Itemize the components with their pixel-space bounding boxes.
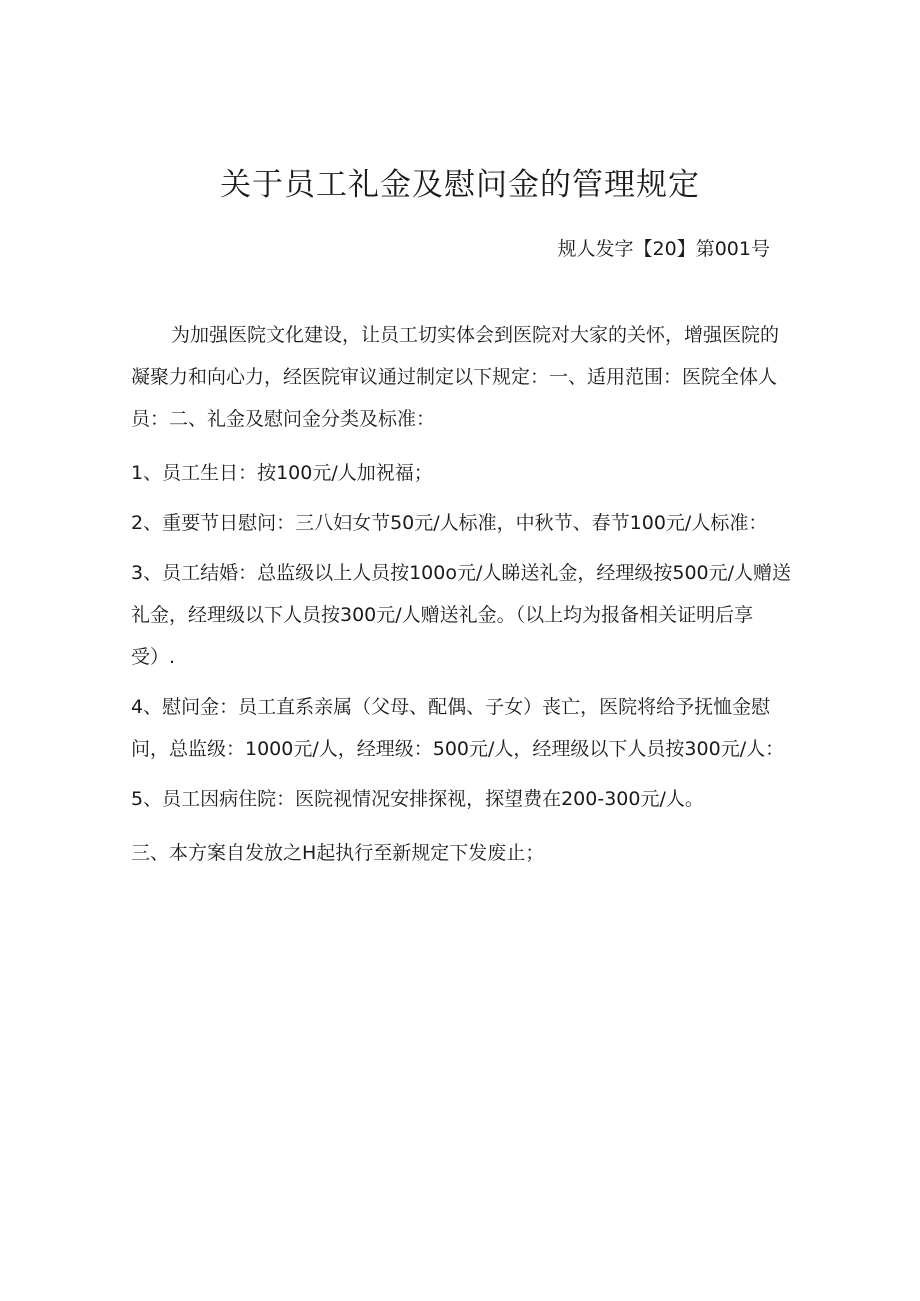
document-number: 规人发字【20】第001号 [557, 238, 770, 260]
document-title: 关于员工礼金及慰问金的管理规定 [220, 167, 700, 203]
paragraph-section-3: 三、本方案自发放之H起执行至新规定下发废止； [131, 842, 545, 864]
paragraph-item-4: 4、慰问金：员工直系亲属（父母、配偶、子女）丧亡，医院将给予抚恤金慰问，总监级：1000元/人，经理级：500元/人，经理级以下人员按300元/人： [131, 696, 785, 760]
paragraph-item-5: 5、员工因病住院：医院视情况安排探视，探望费在200-300元/人。 [131, 788, 704, 810]
paragraph-intro: 为加强医院文化建设，让员工切实体会到医院对大家的关怀，增强医院的凝聚力和向心力，经医院审议通过制定以下规定：一、适用范围：医院全体人员：二、礼金及慰问金分类及标准： [131, 324, 780, 430]
paragraph-item-3: 3、员工结婚：总监级以上人员按100o元/人睇送礼金，经理级按500元/人赠送礼金，经理级以下人员按300元/人赠送礼金。（以上均为报备相关证明后享受）. [131, 562, 792, 668]
paragraph-item-1: 1、员工生日：按100元/人加祝福； [131, 462, 433, 484]
document-body [131, 314, 796, 882]
paragraph-item-2: 2、重要节日慰问：三八妇女节50元/人标准，中秋节、春节100元/人标准： [131, 512, 768, 534]
